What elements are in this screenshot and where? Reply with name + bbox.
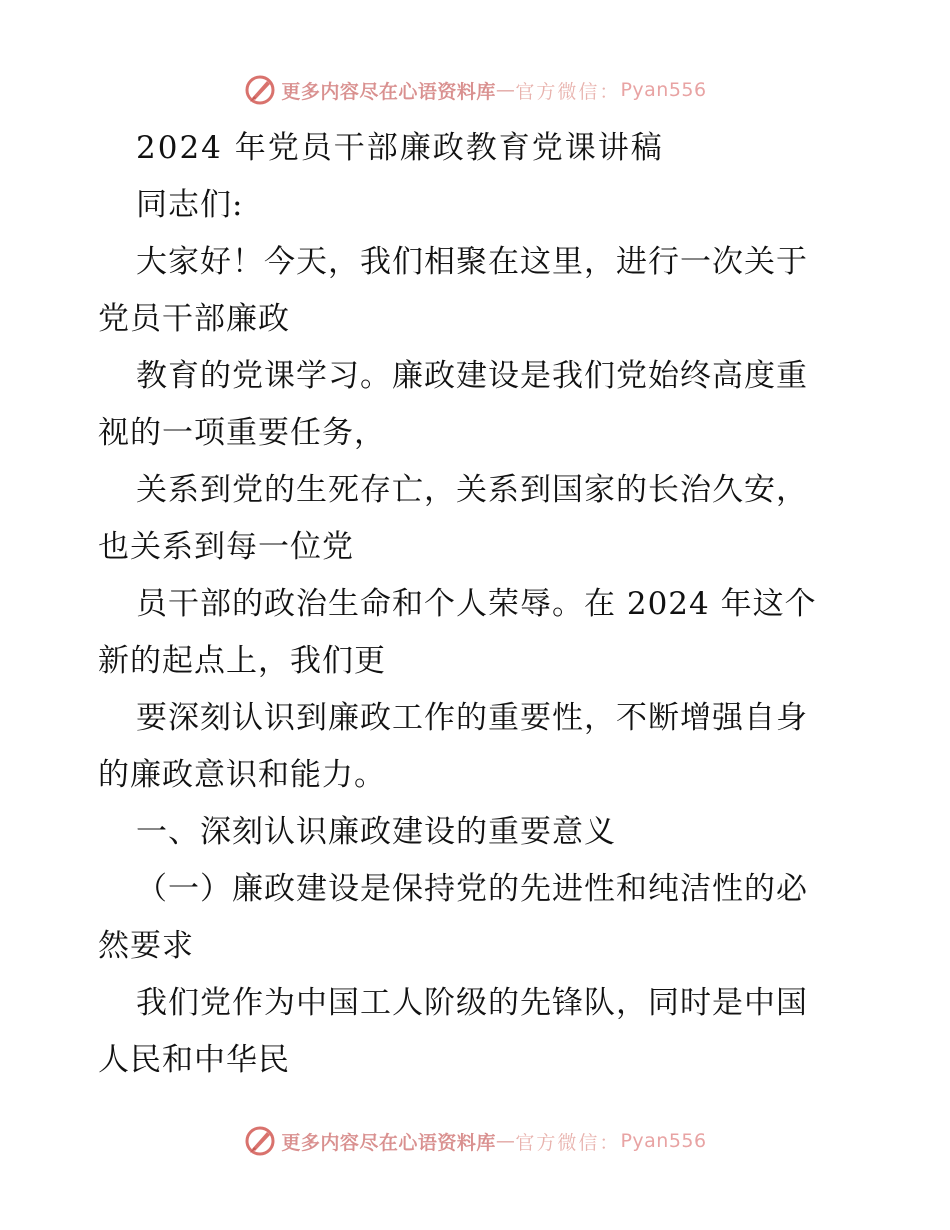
watermark-text: 更多内容尽在心语资料库 (281, 1131, 496, 1154)
paragraph-list (98, 177, 858, 1089)
text-line: 然要求 (98, 928, 194, 964)
watermark-wechat-id: Pyan556 (620, 79, 707, 101)
text-line: 党员干部廉政 (98, 301, 290, 337)
watermark-text: 更多内容尽在心语资料库 (281, 80, 496, 103)
text-line: 教育的党课学习。廉政建设是我们党始终高度重 (136, 358, 808, 394)
watermark-dash: — (495, 1130, 516, 1152)
watermark-wechat-id: Pyan556 (620, 1130, 707, 1152)
watermark-wechat-label: 官方微信： (515, 80, 621, 103)
text-line: 新的起点上，我们更 (98, 643, 386, 679)
text-line: 我们党作为中国工人阶级的先锋队，同时是中国 (136, 985, 808, 1021)
document-body (98, 120, 858, 1089)
text-line: 关系到党的生死存亡，关系到国家的长治久安， (136, 472, 808, 508)
quill-logo-icon (243, 73, 277, 107)
text-line: 同志们: (136, 187, 244, 223)
text-line: 人民和中华民 (98, 1042, 290, 1078)
text-line: 一、深刻认识廉政建设的重要意义 (136, 814, 616, 850)
text-line: 的廉政意识和能力。 (98, 757, 386, 793)
quill-logo-icon (243, 1124, 277, 1158)
header-watermark (0, 70, 950, 110)
text-line: 要深刻认识到廉政工作的重要性，不断增强自身 (136, 700, 808, 736)
text-line: 大家好！今天，我们相聚在这里，进行一次关于 (136, 244, 808, 280)
text-line: 员干部的政治生命和个人荣辱。在 2024 年这个 (136, 586, 817, 622)
footer-watermark (0, 1121, 950, 1161)
text-line: 也关系到每一位党 (98, 529, 354, 565)
watermark-wechat-label: 官方微信： (515, 1131, 621, 1154)
text-line: 视的一项重要任务， (98, 415, 386, 451)
text-line: （一）廉政建设是保持党的先进性和纯洁性的必 (136, 871, 808, 907)
document-title: 2024 年党员干部廉政教育党课讲稿 (136, 130, 664, 166)
watermark-dash: — (495, 79, 516, 101)
